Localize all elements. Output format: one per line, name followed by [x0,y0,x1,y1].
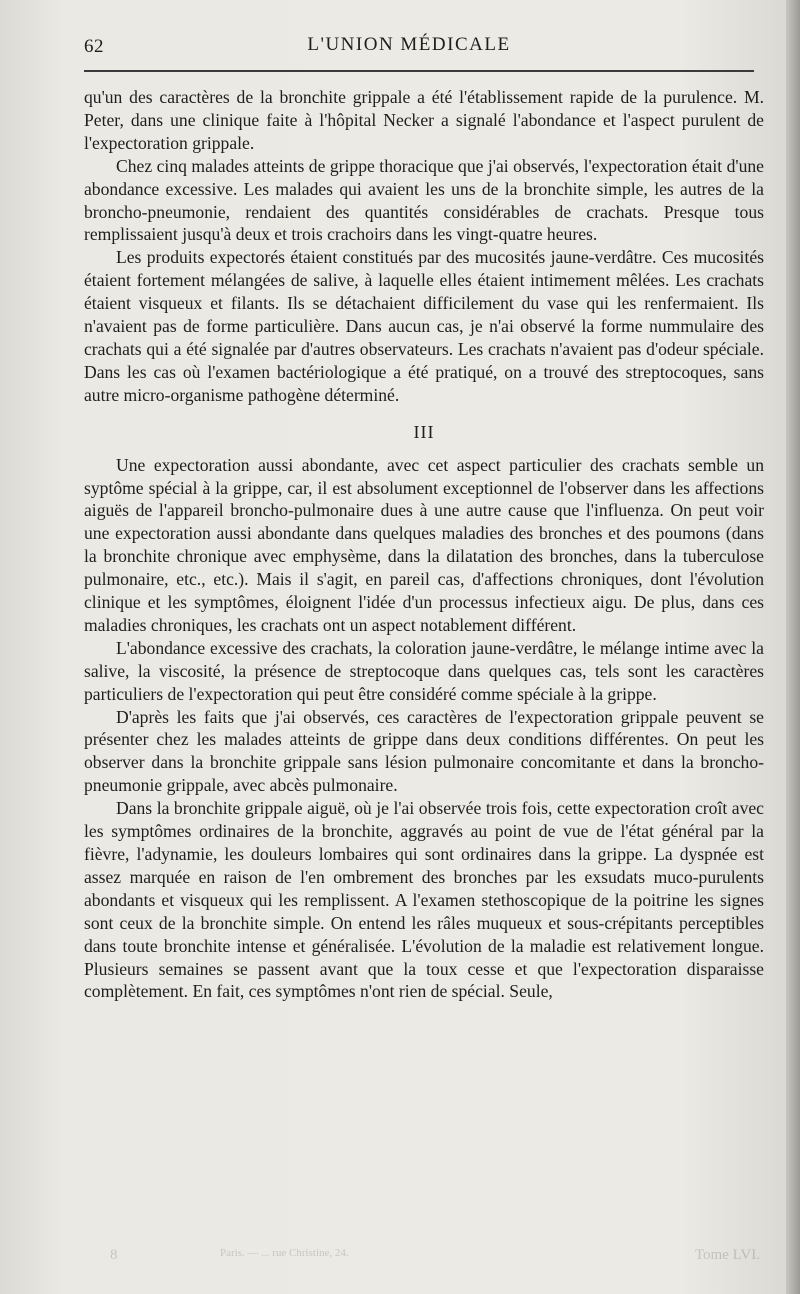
paragraph: Chez cinq malades atteints de grippe thoracique que j'ai observés, l'expectoration était d'une abondance excessive. Les malades qui avaient les uns de la bronchite simple, les autres de la broncho-pneumonie, rendaient des quantités considérables de crachats. Presque tous remplissaient jusqu'à deux et trois crachoirs dans les vingt-quatre heures. [84,155,764,245]
header-rule [84,70,754,72]
page-footer-bleedthrough [110,1247,760,1277]
running-title: L'UNION MÉDICALE [307,34,511,55]
footer-signature-mark: 8 [110,1247,118,1263]
paragraph: Dans la bronchite grippale aiguë, où je l'ai observée trois fois, cette expectoration croît avec les symptômes ordinaires de la bronchite, aggravés au point de vue de l'état général par la fièvre, l'adynamie, les douleurs lombaires qui sont ordinaires dans la grippe. La dyspnée est assez marquée en raison de l'en ombrement des bronches par les exsudats muco-purulents abondants et visqueux qui les remplissent. A l'examen stethoscopique de la poitrine les signes sont ceux de la bronchite simple. On entend les râles muqueux et sous-crépitants perceptibles dans toute bronchite intense et généralisée. L'évolution de la maladie est relativement longue. Plusieurs semaines se passent avant que la toux cesse et que l'expectoration disparaisse complètement. En fait, ces symptômes n'ont rien de spécial. Seule, [84,798,764,1002]
body-text [84,86,764,1003]
footer-volume: Tome LVI. [694,1247,760,1263]
page-number: 62 [84,36,104,57]
paragraph: Les produits expectorés étaient constitués par des mucosités jaune-verdâtre. Ces mucosités étaient fortement mélangées de salive, à laquelle elles étaient intimement mêlées. Les crachats étaient visqueux et filants. Ils se détachaient difficilement du vase qui les renfermaient. Ils n'avaient pas de forme particulière. Dans aucun cas, je n'ai observé la forme nummulaire des crachats qui a été signalée par d'autres observateurs. Les crachats n'avaient pas d'odeur spéciale. Dans les cas où l'examen bactériologique a été pratiqué, on a trouvé des streptocoques, sans autre micro-organisme pathogène déterminé. [84,247,764,405]
section-heading: III [413,421,435,442]
page-header [84,28,734,68]
paragraph: L'abondance excessive des crachats, la coloration jaune-verdâtre, le mélange intime avec la salive, la viscosité, la présence de streptocoque dans quelques cas, tels sont les caractères particuliers de l'expectoration qui peut être considéré comme spéciale à la grippe. [84,637,764,704]
paragraph-continued: qu'un des caractères de la bronchite grippale a été l'établissement rapide de la purulence. M. Peter, dans une clinique faite à l'hôpital Necker a signalé l'abondance et l'aspect purulent de l'expectoration grippale. [84,87,764,153]
paragraph: D'après les faits que j'ai observés, ces caractères de l'expectoration grippale peuvent se présenter chez les malades atteints de grippe dans deux conditions différentes. On peut les observer dans la bronchite grippale sans lésion pulmonaire concomitante et dans la broncho-pneumonie grippale, avec abcès pulmonaire. [84,706,764,796]
footer-imprint: Paris. — ... rue Christine, 24. [220,1247,349,1259]
paragraph: Une expectoration aussi abondante, avec cet aspect particulier des crachats semble un syptôme spécial à la grippe, car, il est absolument exceptionnel de l'observer dans les affections aiguës de l'appareil broncho-pulmonaire dues à une autre cause que l'influenza. On peut voir une expectoration aussi abondante dans quelques maladies des bronches et des poumons (dans la bronchite chronique avec emphysème, dans la dilatation des bronches, dans la tuberculose pulmonaire, etc., etc.). Mais il s'agit, en pareil cas, d'affections chroniques, dont l'évolution clinique et les symptômes, éloignent l'idée d'un processus infectieux aigu. De plus, dans ces maladies chroniques, les crachats ont un aspect notablement différent. [84,454,764,635]
page-spine-shadow [786,0,800,1294]
